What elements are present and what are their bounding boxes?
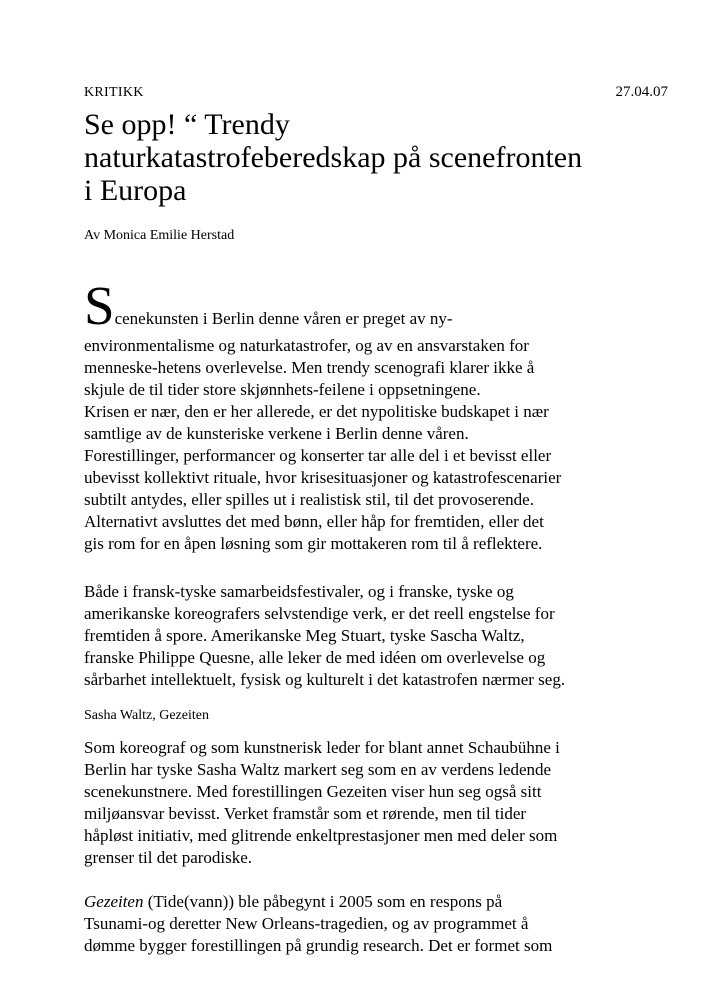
paragraph-line: håpløst initiativ, med glitrende enkeltprestasjoner men med deler som — [84, 825, 558, 845]
paragraph-opening — [84, 275, 668, 555]
paragraph-line: grenser til det parodiske. — [84, 847, 253, 867]
paragraph-line: menneske-hetens overlevelse. Men trendy scenografi klarer ikke å — [84, 358, 535, 378]
paragraph-line: gis rom for en åpen løsning som gir mottakeren rom til å reflektere. — [84, 534, 543, 554]
paragraph-line: environmentalisme og naturkatastrofer, og av en ansvarstaken for — [84, 336, 529, 356]
section-heading: Sasha Waltz, Gezeiten — [84, 708, 209, 724]
paragraph-line: sårbarhet intellektuelt, fysisk og kulturelt i det katastrofen nærmer seg. — [84, 670, 566, 690]
paragraph-line: miljøansvar bevisst. Verket framstår som et rørende, men til tider — [84, 803, 527, 823]
paragraph-line: scenekunstnere. Med forestillingen Gezeiten viser hun seg også sitt — [84, 781, 542, 801]
paragraph-line: skjule de til tider store skjønnhets-feilene i oppsetningene. — [84, 380, 481, 400]
article-body — [84, 275, 668, 957]
paragraph-line — [84, 891, 668, 913]
paragraph-sasha-waltz — [84, 737, 668, 869]
paragraph-line: Som koreograf og som kunstnerisk leder for blant annet Schaubühne i — [84, 737, 560, 757]
paragraph-line: Berlin har tyske Sasha Waltz markert seg som en av verdens ledende — [84, 759, 552, 779]
paragraph-line: ubevisst kollektivt rituale, hvor krisesituasjoner og katastrofescenarier — [84, 468, 562, 488]
paragraph-line: Forestillinger, performancer og konserter tar alle del i et bevisst eller — [84, 446, 552, 466]
paragraph-line: franske Philippe Quesne, alle leker de med idéen om overlevelse og — [84, 648, 546, 668]
paragraph-choreographers — [84, 581, 668, 691]
italic-work-title: Gezeiten — [84, 891, 144, 911]
kicker-label: KRITIKK — [84, 85, 144, 100]
paragraph-line: Både i fransk-tyske samarbeidsfestivaler, og i franske, tyske og — [84, 582, 514, 602]
title-line: Se opp! “ Trendy — [84, 108, 290, 141]
paragraph-line: Tsunami-og deretter New Orleans-tragedien, og av programmet å — [84, 913, 529, 933]
paragraph-line-text: cenekunsten i Berlin denne våren er preget av ny- — [114, 309, 453, 329]
title-line: naturkatastrofeberedskap på scenefronten — [84, 141, 583, 174]
paragraph-line: samtlige av de kunsteriske verkene i Berlin denne våren. — [84, 424, 469, 444]
paragraph-line: Krisen er nær, den er her allerede, er det nypolitiske budskapet i nær — [84, 402, 549, 422]
byline: Av Monica Emilie Herstad — [84, 228, 235, 244]
drop-cap: S — [84, 275, 115, 337]
paragraph-line: amerikanske koreografers selvstendige verk, er det reell engstelse for — [84, 604, 555, 624]
article-title — [84, 108, 668, 207]
masthead — [84, 84, 668, 101]
paragraph-line-text: (Tide(vann)) ble påbegynt i 2005 som en respons på — [143, 891, 503, 911]
paragraph-line: dømme bygger forestillingen på grundig research. Det er formet som — [84, 935, 553, 955]
paragraph-line: fremtiden å spore. Amerikanske Meg Stuart, tyske Sascha Waltz, — [84, 626, 525, 646]
paragraph-line: subtilt antydes, eller spilles ut i realistisk stil, til det provoserende. — [84, 490, 534, 510]
paragraph-gezeiten — [84, 891, 668, 957]
title-line: i Europa — [84, 174, 187, 207]
date-label: 27.04.07 — [615, 84, 668, 100]
paragraph-line: Alternativt avsluttes det med bønn, eller håp for fremtiden, eller det — [84, 512, 544, 532]
paragraph-line — [84, 275, 668, 337]
